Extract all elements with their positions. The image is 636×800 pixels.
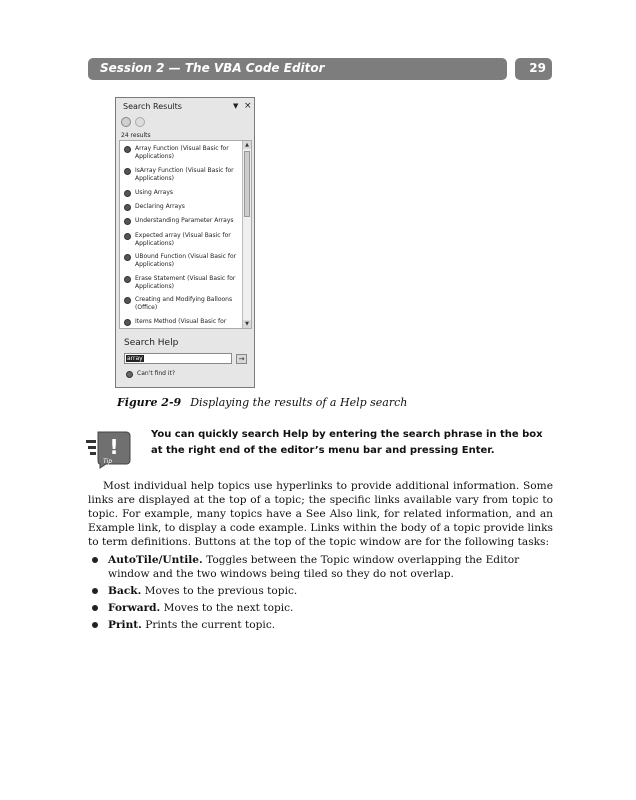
result-item[interactable] [124,275,242,295]
pane-close-icon[interactable]: × [244,101,252,111]
result-count: 24 results [121,132,151,139]
bullet-item [92,584,552,598]
scroll-thumb[interactable] [244,151,250,217]
result-item-text[interactable]: Creating and Modifying Balloons (Office) [135,296,233,311]
result-item-text[interactable]: IsArray Function (Visual Basic for Applications) [135,167,234,182]
bullet-dot [92,622,98,628]
search-input-value: array [127,355,143,362]
pane-title: Search Results [123,102,182,111]
bullet-desc: Prints the current topic. [141,619,276,631]
tip-text: You can quickly search Help by entering the search phrase in the box at the right end of the editor’s menu bar and pressing Enter. [151,429,543,456]
result-item[interactable] [124,145,242,165]
figure-label: Figure 2-9 [117,396,182,409]
bullet-list [92,553,552,635]
help-topic-icon [124,254,131,261]
help-topic-icon [124,168,131,175]
help-topic-icon [124,319,131,326]
result-item[interactable] [124,318,242,329]
bullet-dot [92,557,98,563]
running-header-title: Session 2 — The VBA Code Editor [100,61,325,75]
result-item-text[interactable]: Expected array (Visual Basic for Applications) [135,232,231,247]
bullet-dot [92,588,98,594]
cant-find-text[interactable]: Can't find it? [137,370,176,377]
scroll-down-icon[interactable]: ▼ [243,320,251,328]
help-topic-icon [124,297,131,304]
result-item-text[interactable]: Using Arrays [135,189,173,196]
result-item-text[interactable]: UBound Function (Visual Basic for Applications) [135,253,237,268]
search-input[interactable] [124,353,232,364]
search-results-pane [115,97,255,388]
bullet-dot [92,605,98,611]
results-list-box [119,140,252,329]
bullet-desc: Toggles between the Topic window overlapping the Editor window and the two windows being tiled so they do not overlap. [108,554,520,580]
pane-dropdown-icon[interactable]: ▼ [233,102,239,110]
page-number: 29 [529,61,546,75]
result-item-text[interactable]: Items Method (Visual Basic for [135,318,227,325]
bullet-term: Back. [108,585,142,597]
help-icon [126,371,133,378]
help-topic-icon [124,204,131,211]
help-topic-icon [124,233,131,240]
body-paragraph: Most individual help topics use hyperlinks to provide additional information. Some links are displayed at the top of a topic; the specific links available vary from topic to topic. For example, many topics have a See Also link, for related information, and an Example link, to display a code example. Links within the body of a topic provide links to term definitions. Buttons at the top of the topic window are for the following tasks: [88,480,553,548]
search-go-button[interactable]: → [236,354,247,364]
bullet-desc: Moves to the next topic. [160,602,294,614]
bullet-item [92,618,552,632]
result-item[interactable] [124,167,242,187]
figure-caption [117,396,407,409]
pane-toolbar [120,117,160,129]
bullet-term: Forward. [108,602,161,614]
result-item-text[interactable]: Array Function (Visual Basic for Applications) [135,145,229,160]
running-header [88,58,507,80]
help-topic-icon [124,146,131,153]
result-item[interactable] [124,296,242,316]
scroll-up-icon[interactable]: ▲ [243,141,251,149]
page-number-box [515,58,552,80]
bullet-desc: Moves to the previous topic. [141,585,298,597]
forward-button-icon[interactable] [135,117,145,127]
back-button-icon[interactable] [121,117,131,127]
help-topic-icon [124,276,131,283]
result-item[interactable] [124,232,242,252]
results-scrollbar[interactable] [242,141,251,328]
cant-find-link[interactable] [126,370,226,380]
tip-icon [86,430,138,470]
search-help-label: Search Help [124,338,179,348]
bullet-item [92,553,552,581]
pane-titlebar [117,101,253,115]
result-item-text[interactable]: Erase Statement (Visual Basic for Applications) [135,275,236,290]
bullet-item [92,601,552,615]
help-topic-icon [124,190,131,197]
bullet-term: AutoTile/Untile. [108,554,203,566]
result-item[interactable] [124,253,242,273]
result-item-text[interactable]: Understanding Parameter Arrays [135,217,234,224]
help-topic-icon [124,218,131,225]
figure-caption-text: Displaying the results of a Help search [190,396,408,409]
result-item-text[interactable]: Declaring Arrays [135,203,185,210]
tip-exclamation-glyph: ! [109,435,119,459]
bullet-term: Print. [108,619,142,631]
tip-label: Tip [103,458,113,465]
